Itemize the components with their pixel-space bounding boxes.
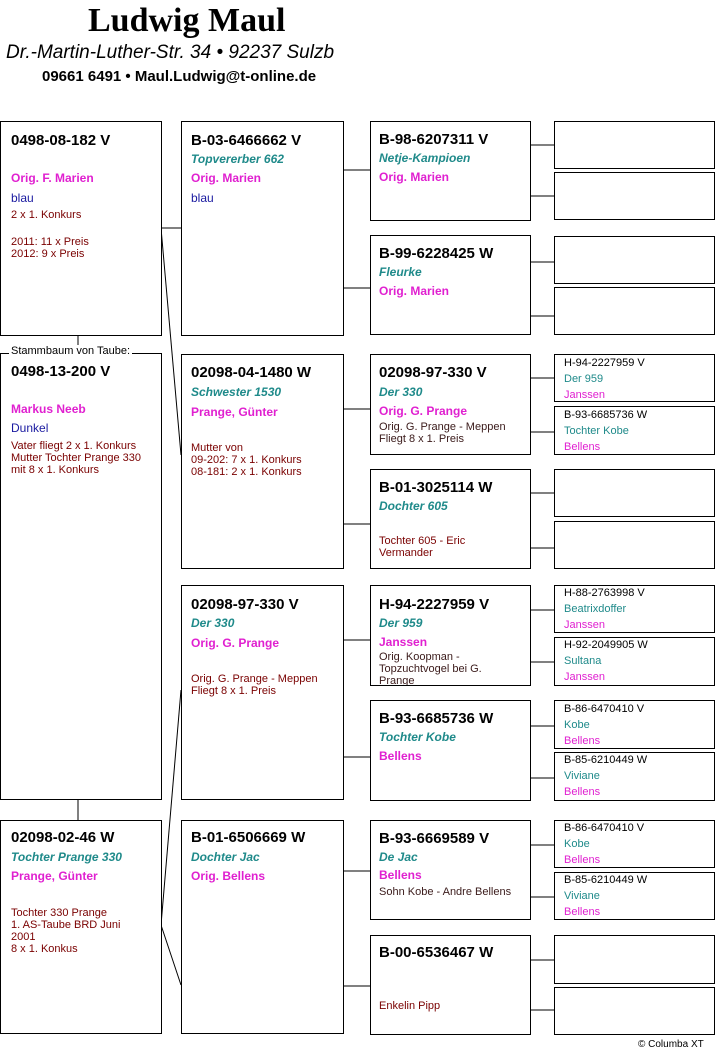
pigeon-subject[interactable]: [0, 353, 162, 800]
performance-info: Enkelin Pipp: [379, 1000, 441, 1012]
performance-info: 2011: 11 x Preis 2012: 9 x Preis: [11, 236, 89, 260]
ring-number: B-85-6210449 W: [564, 874, 648, 886]
pigeon-mfm[interactable]: [370, 700, 531, 801]
ring-number: 02098-02-46 W: [11, 829, 115, 846]
ring-number: B-03-6466662 V: [191, 132, 302, 149]
pigeon-gen5-empty[interactable]: [554, 236, 715, 284]
breeder: Orig. Bellens: [191, 869, 266, 883]
ring-number: B-86-6470410 V: [564, 703, 645, 715]
pigeon-fm[interactable]: [181, 354, 344, 569]
pigeon-name: Netje-Kampioen: [379, 151, 471, 165]
ring-number: B-93-6685736 W: [379, 710, 494, 727]
ring-number: H-88-2763998 V: [564, 587, 645, 599]
pigeon-name: Viviane: [564, 770, 600, 782]
breeder: Janssen: [379, 635, 428, 649]
breeder: Orig. F. Marien: [11, 171, 94, 185]
performance-info: 2 x 1. Konkurs: [11, 209, 82, 221]
ring-number: 0498-13-200 V: [11, 363, 111, 380]
breeder: Orig. G. Prange: [379, 404, 468, 418]
pigeon-mfmf[interactable]: [554, 700, 715, 749]
owner-address: Dr.-Martin-Luther-Str. 34 • 92237 Sulzb: [6, 42, 335, 63]
feather-color: blau: [11, 191, 34, 205]
ring-number: 0498-08-182 V: [11, 132, 111, 149]
ring-number: B-85-6210449 W: [564, 754, 648, 766]
breeder: Prange, Günter: [191, 405, 278, 419]
pigeon-name: Beatrixdoffer: [564, 603, 627, 615]
pigeon-name: Kobe: [564, 838, 590, 850]
pigeon-mmfm[interactable]: [554, 872, 715, 920]
pigeon-fmm[interactable]: [370, 469, 531, 569]
pigeon-name: Topvererber 662: [191, 152, 284, 166]
breeder: Markus Neeb: [11, 402, 86, 416]
breeder: Bellens: [564, 786, 601, 798]
pigeon-name: Sultana: [564, 655, 602, 667]
feather-color: Dunkel: [11, 421, 49, 435]
pigeon-name: Der 330: [191, 616, 235, 630]
pigeon-fff[interactable]: [370, 121, 531, 221]
pigeon-name: Tochter Prange 330: [11, 850, 122, 864]
pigeon-ffm[interactable]: [370, 235, 531, 335]
pigeon-name: Der 330: [379, 385, 423, 399]
ring-number: B-01-3025114 W: [379, 479, 493, 496]
pigeon-name: Tochter Kobe: [564, 425, 629, 437]
pigeon-name: Kobe: [564, 719, 590, 731]
ring-number: B-93-6685736 W: [564, 409, 648, 421]
ring-number: H-94-2227959 V: [564, 357, 645, 369]
performance-info: Tochter 330 Prange 1. AS-Taube BRD Juni 2001 8 x 1. Konkus: [11, 907, 121, 955]
pigeon-name: Viviane: [564, 890, 600, 902]
pigeon-mmm[interactable]: [370, 935, 531, 1035]
pigeon-gen5-empty[interactable]: [554, 469, 715, 517]
breeder: Bellens: [379, 868, 422, 882]
pigeon-name: Der 959: [379, 616, 423, 630]
pigeon-name: Dochter 605: [379, 499, 448, 513]
pigeon-mf[interactable]: [181, 585, 344, 800]
pigeon-mff[interactable]: [370, 585, 531, 686]
pigeon-father[interactable]: [0, 121, 162, 336]
pigeon-name: Tochter Kobe: [379, 730, 456, 744]
breeder: Prange, Günter: [11, 869, 98, 883]
breeder: Bellens: [564, 735, 601, 747]
pigeon-mmff[interactable]: [554, 820, 715, 868]
performance-info: Tochter 605 - Eric Vermander: [379, 535, 466, 559]
owner-contact: 09661 6491 • Maul.Ludwig@t-online.de: [42, 68, 317, 85]
performance-info: Sohn Kobe - Andre Bellens: [379, 886, 512, 898]
pigeon-gen5-empty[interactable]: [554, 172, 715, 220]
breeder: Bellens: [379, 749, 422, 763]
pigeon-mm[interactable]: [181, 820, 344, 1034]
owner-name: Ludwig Maul: [88, 2, 286, 39]
breeder: Bellens: [564, 441, 601, 453]
breeder: Bellens: [564, 854, 601, 866]
pigeon-mother[interactable]: [0, 820, 162, 1034]
ring-number: 02098-04-1480 W: [191, 364, 312, 381]
pigeon-name: Der 959: [564, 373, 604, 385]
performance-info: Vater fliegt 2 x 1. Konkurs Mutter Tochter Prange 330 mit 8 x 1. Konkurs: [11, 440, 142, 476]
pigeon-gen5-empty[interactable]: [554, 521, 715, 569]
breeder: Orig. Marien: [379, 170, 450, 184]
pigeon-fmf[interactable]: [370, 354, 531, 455]
pigeon-gen5-empty[interactable]: [554, 987, 715, 1035]
pigeon-ff[interactable]: [181, 121, 344, 336]
ring-number: 02098-97-330 V: [191, 596, 299, 613]
breeder: Janssen: [564, 619, 605, 631]
performance-info: Mutter von 09-202: 7 x 1. Konkurs 08-181: 2 x 1. Konkurs: [191, 442, 302, 478]
ring-number: H-94-2227959 V: [379, 596, 490, 613]
breeder: Orig. Marien: [379, 284, 450, 298]
pigeon-gen5-empty[interactable]: [554, 121, 715, 169]
breeder: Bellens: [564, 906, 601, 918]
copyright-footer: © Columba XT: [638, 1039, 704, 1050]
performance-info: Orig. G. Prange - Meppen Fliegt 8 x 1. Preis: [379, 421, 506, 445]
pigeon-mfff[interactable]: [554, 585, 715, 633]
ring-number: B-99-6228425 W: [379, 245, 494, 262]
pedigree-caption: Stammbaum von Taube:: [11, 345, 131, 357]
breeder: Janssen: [564, 389, 605, 401]
performance-info: Orig. Koopman - Topzuchtvogel bei G. Prange: [379, 651, 482, 686]
pigeon-mmf[interactable]: [370, 820, 531, 920]
ring-number: B-86-6470410 V: [564, 822, 645, 834]
ring-number: B-98-6207311 V: [379, 131, 489, 148]
feather-color: blau: [191, 191, 214, 205]
pigeon-name: Schwester 1530: [191, 385, 282, 399]
performance-info: Orig. G. Prange - Meppen Fliegt 8 x 1. Preis: [191, 673, 318, 697]
pigeon-fmff[interactable]: [554, 354, 715, 402]
pigeon-fmfm[interactable]: [554, 406, 715, 455]
ring-number: B-00-6536467 W: [379, 944, 494, 961]
breeder: Janssen: [564, 671, 605, 683]
pigeon-name: Dochter Jac: [191, 850, 260, 864]
ring-number: 02098-97-330 V: [379, 364, 487, 381]
pigeon-name: Fleurke: [379, 265, 422, 279]
ring-number: B-01-6506669 W: [191, 829, 306, 846]
pigeon-mfmm[interactable]: [554, 752, 715, 801]
pigeon-gen5-empty[interactable]: [554, 935, 715, 984]
ring-number: H-92-2049905 W: [564, 639, 648, 651]
pigeon-mffm[interactable]: [554, 637, 715, 686]
pigeon-name: De Jac: [379, 850, 418, 864]
breeder: Orig. Marien: [191, 171, 262, 185]
ring-number: B-93-6669589 V: [379, 830, 490, 847]
breeder: Orig. G. Prange: [191, 636, 280, 650]
pigeon-gen5-empty[interactable]: [554, 287, 715, 335]
